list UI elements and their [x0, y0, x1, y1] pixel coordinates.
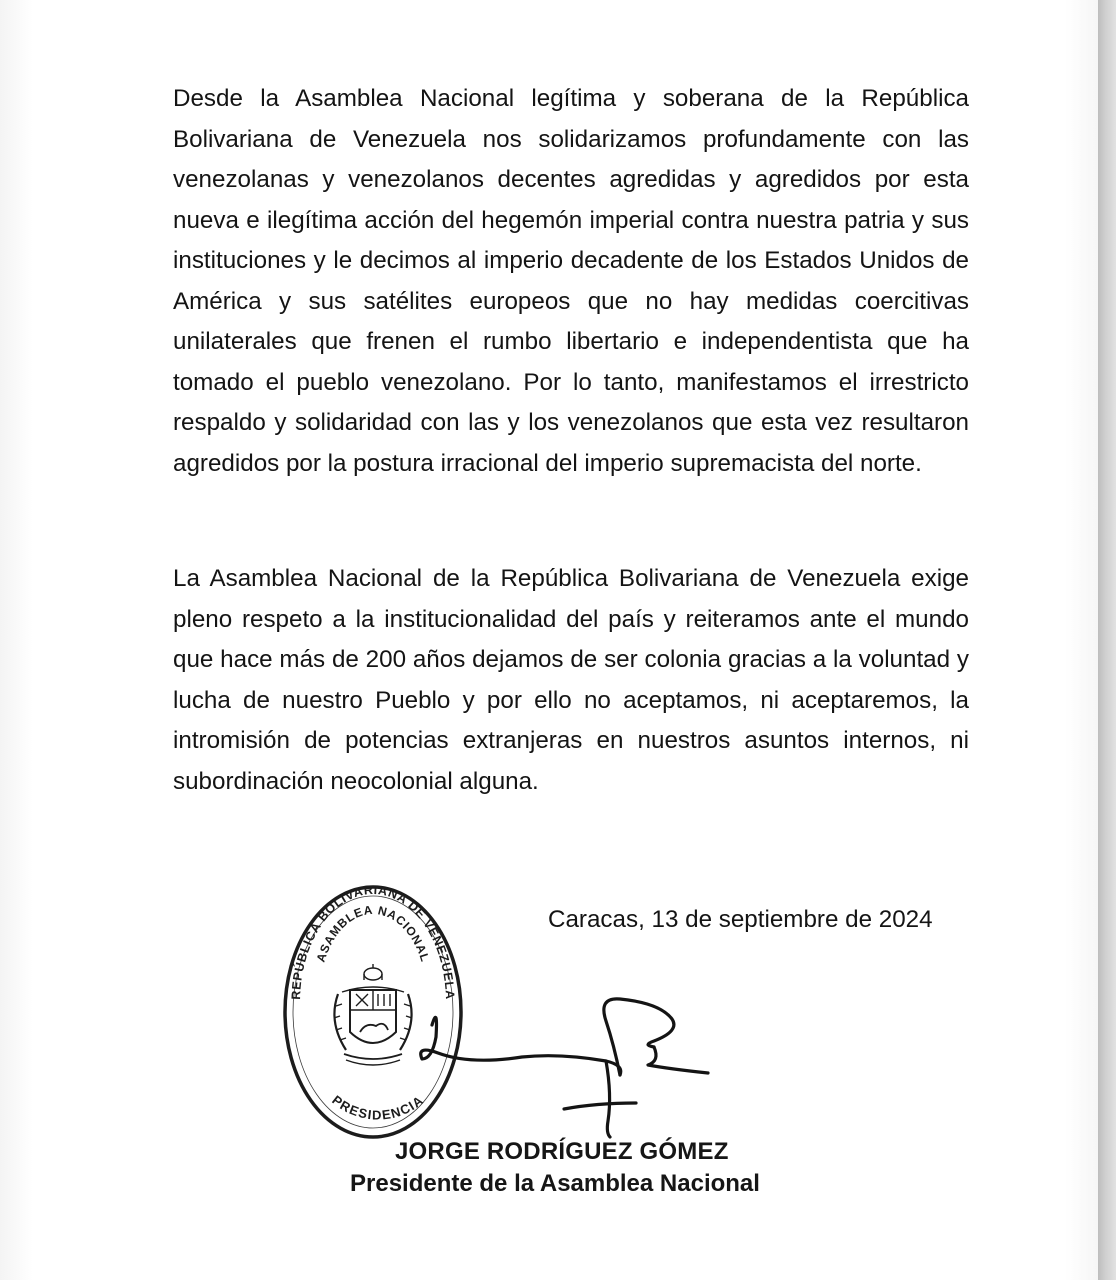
body-paragraph-1: Desde la Asamblea Nacional legítima y soberana de la República Bolivariana de Venezuela nos solidarizamos profundamente con las venezolanas y venezolanos decentes agredidas y agredidos por esta nueva e ilegítima acción del hegemón imperial contra nuestra patria y sus instituciones y le decimos al imperio decadente de los Estados Unidos de América y sus satélites europeos que no hay medidas coercitivas unilaterales que frenen el rumbo libertario e independentista que ha tomado el pueblo venezolano. Por lo tanto, manifestamos el irrestricto respaldo y solidaridad con las y los venezolanos que esta vez resultaron agredidos por la postura irracional del imperio supremacista del norte.: [173, 85, 969, 477]
place-and-date: Caracas, 13 de septiembre de 2024: [548, 906, 933, 933]
svg-text:REPÚBLICA BOLIVARIANA DE VENEZ: [289, 883, 457, 1000]
signer-title: Presidente de la Asamblea Nacional: [350, 1170, 760, 1197]
seal-inner-ring-text: ASAMBLEA NACIONAL: [313, 902, 433, 964]
seal-outer-ring-text: REPÚBLICA BOLIVARIANA DE VENEZUELA: [288, 882, 458, 1000]
coat-of-arms-icon: [334, 964, 412, 1065]
seal-bottom-text: PRESIDENCIA: [329, 1092, 427, 1123]
page-edge-shadow: [1098, 0, 1116, 1280]
signer-name: JORGE RODRÍGUEZ GÓMEZ: [395, 1138, 729, 1165]
body-paragraph-2: La Asamblea Nacional de la República Bolivariana de Venezuela exige pleno respeto a la institucionalidad del país y reiteramos ante el mundo que hace más de 200 años dejamos de ser colonia gracias a la voluntad y lucha de nuestro Pueblo y por ello no aceptamos, ni aceptaremos, la intromisión de potencias extranjeras en nuestros asuntos internos, ni subordinación neocolonial alguna.: [173, 565, 969, 795]
handwritten-signature-icon: [410, 985, 730, 1145]
